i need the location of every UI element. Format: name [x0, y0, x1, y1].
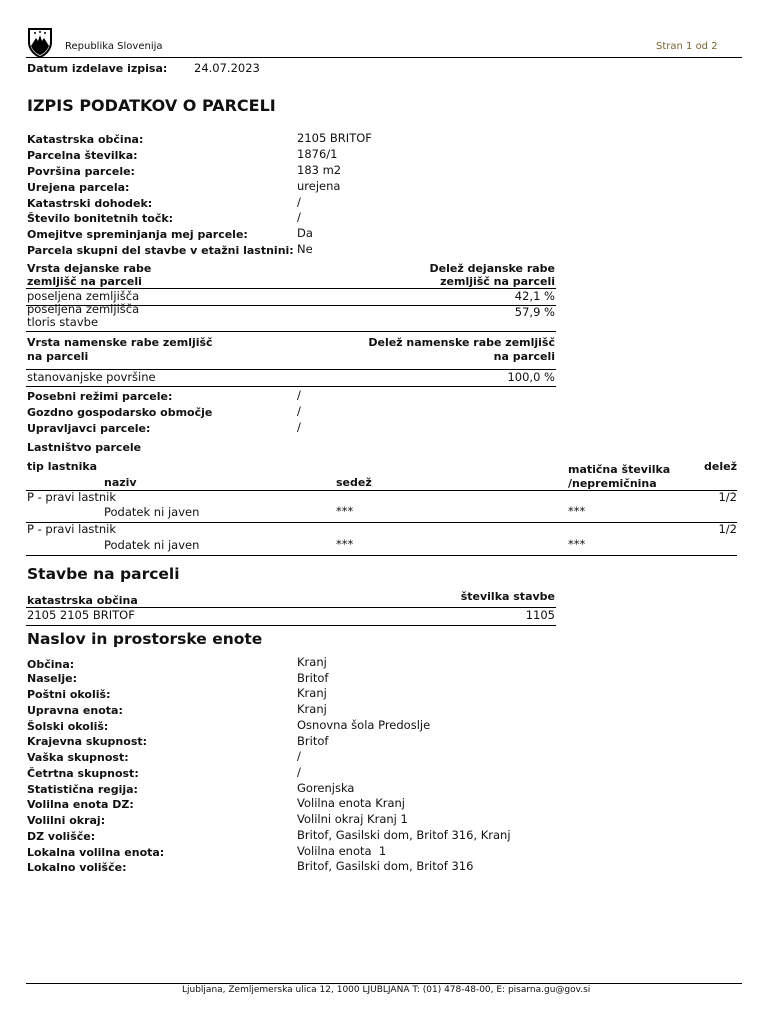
cell-line: poseljena zemljišča [27, 302, 140, 316]
parcel-value: Da [297, 226, 313, 240]
address-label: Vaška skupnost: [27, 751, 129, 764]
header-line: Vrsta dejanske rabe [27, 262, 152, 275]
col-cadastral: katastrska občina [27, 594, 138, 607]
parcel-label: Katastrska občina: [27, 133, 144, 146]
address-value: Osnovna šola Predoslje [297, 718, 431, 732]
address-label: Občina: [27, 658, 75, 671]
address-value: Volilni okraj Kranj 1 [297, 812, 408, 826]
header-divider [26, 57, 742, 58]
header-line: matična številka [568, 463, 671, 476]
parcel-label: Urejena parcela: [27, 181, 130, 194]
col-owner-seat: sedež [336, 476, 372, 489]
parcel-label: Parcelna številka: [27, 149, 138, 162]
parcel-value: / [297, 210, 301, 224]
owner-name: Podatek ni javen [104, 505, 200, 519]
address-value: Gorenjska [297, 781, 355, 795]
owner-reg: *** [568, 504, 586, 518]
table-cell: stanovanjske površine [27, 370, 156, 384]
col-owner-type: tip lastnika [27, 460, 98, 473]
table-divider [26, 522, 737, 523]
parcel-value: 1876/1 [297, 147, 338, 161]
table-cell: 57,9 % [514, 305, 555, 319]
table-divider [26, 386, 556, 387]
address-label: Lokalna volilna enota: [27, 846, 165, 859]
parcel-label: Omejitve spreminjanja mej parcele: [27, 228, 248, 241]
col-owner-name: naziv [104, 476, 137, 489]
parcel-label: Število bonitetnih točk: [27, 212, 174, 225]
cell-line: tloris stavbe [27, 315, 99, 329]
address-value: Britof, Gasilski dom, Britof 316 [297, 859, 474, 873]
header-line: na parceli [27, 350, 89, 363]
address-label: Lokalno volišče: [27, 861, 127, 874]
footer-text: Ljubljana, Zemljemerska ulica 12, 1000 LJUBLJANA T: (01) 478-48-00, E: pisarna.gu@gov.si [182, 985, 591, 995]
table-cell [27, 303, 139, 329]
address-value: Kranj [297, 655, 327, 669]
header-line: /nepremičnina [568, 477, 657, 490]
regime-value: / [297, 420, 301, 434]
address-value: Kranj [297, 686, 327, 700]
table-cell: 100,0 % [507, 370, 555, 384]
owner-seat: *** [336, 537, 354, 551]
address-label: Volilni okraj: [27, 814, 106, 827]
date-value: 24.07.2023 [194, 61, 260, 75]
header-line: zemljišč na parceli [27, 275, 142, 288]
actual-use-header-col2 [430, 262, 555, 288]
address-title: Naslov in prostorske enote [27, 630, 263, 648]
parcel-label: Katastrski dohodek: [27, 197, 153, 210]
address-value: Kranj [297, 702, 327, 716]
table-divider [26, 555, 737, 556]
table-divider [26, 331, 556, 332]
buildings-title: Stavbe na parceli [27, 565, 180, 583]
date-label: Datum izdelave izpisa: [27, 62, 168, 75]
page-title: IZPIS PODATKOV O PARCELI [27, 96, 276, 115]
address-value: / [297, 749, 301, 763]
address-label: Šolski okoliš: [27, 720, 109, 733]
address-label: Poštni okoliš: [27, 688, 111, 701]
parcel-label: Površina parcele: [27, 165, 135, 178]
col-owner-share: delež [704, 460, 737, 473]
ownership-title: Lastništvo parcele [27, 441, 142, 454]
table-divider [26, 625, 556, 626]
planned-use-header-col2 [368, 336, 555, 364]
address-label: Četrtna skupnost: [27, 767, 139, 780]
parcel-value: / [297, 195, 301, 209]
address-value: Volilna enota 1 [297, 844, 387, 858]
address-label: DZ volišče: [27, 830, 96, 843]
parcel-value: urejena [297, 179, 341, 193]
regime-value: / [297, 404, 301, 418]
address-value: Britof, Gasilski dom, Britof 316, Kranj [297, 828, 511, 842]
building-cadastral: 2105 2105 BRITOF [27, 608, 135, 622]
header-line: na parceli [493, 350, 555, 363]
address-value: Britof [297, 671, 329, 685]
address-label: Volilna enota DZ: [27, 798, 134, 811]
address-label: Statistična regija: [27, 783, 138, 796]
page-number: Stran 1 od 2 [656, 41, 718, 52]
parcel-value: Ne [297, 242, 313, 256]
owner-name: Podatek ni javen [104, 538, 200, 552]
regime-label: Upravljavci parcele: [27, 422, 151, 435]
address-value: / [297, 765, 301, 779]
address-value: Volilna enota Kranj [297, 796, 405, 810]
col-owner-reg [568, 463, 670, 491]
coat-of-arms-icon [27, 26, 53, 58]
parcel-value: 183 m2 [297, 163, 342, 177]
owner-type: P - pravi lastnik [27, 522, 117, 536]
owner-reg: *** [568, 537, 586, 551]
header-line: zemljišč na parceli [440, 275, 555, 288]
table-divider [26, 490, 737, 491]
regime-label: Posebni režimi parcele: [27, 390, 173, 403]
parcel-label: Parcela skupni del stavbe v etažni lastnini: [27, 244, 294, 257]
owner-share: 1/2 [718, 490, 737, 504]
address-label: Upravna enota: [27, 704, 123, 717]
footer-divider [26, 983, 742, 984]
header-line: Vrsta namenske rabe zemljišč [27, 336, 213, 349]
parcel-value: 2105 BRITOF [297, 131, 372, 145]
address-value: Britof [297, 734, 329, 748]
owner-share: 1/2 [718, 522, 737, 536]
owner-type: P - pravi lastnik [27, 490, 117, 504]
building-number: 1105 [525, 608, 555, 622]
table-cell: poseljena zemljišča [27, 289, 140, 303]
header-line: Delež dejanske rabe [429, 262, 555, 275]
address-label: Naselje: [27, 672, 78, 685]
address-label: Krajevna skupnost: [27, 735, 148, 748]
owner-seat: *** [336, 504, 354, 518]
regime-label: Gozdno gospodarsko območje [27, 406, 213, 419]
table-cell: 42,1 % [514, 289, 555, 303]
actual-use-header-col1 [27, 262, 151, 288]
header-org: Republika Slovenija [65, 41, 163, 52]
regime-value: / [297, 388, 301, 402]
col-building-number: številka stavbe [460, 590, 555, 603]
planned-use-header-col1 [27, 336, 213, 364]
header-line: Delež namenske rabe zemljišč [368, 336, 555, 349]
